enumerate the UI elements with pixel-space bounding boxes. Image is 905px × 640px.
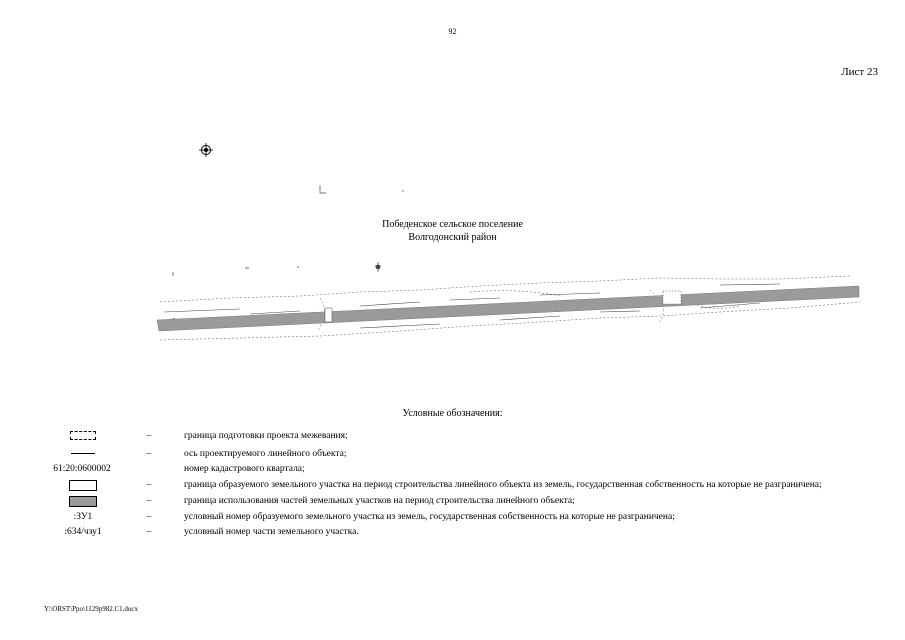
- gray-rectangle-icon: [69, 496, 97, 507]
- compass-icon: [199, 143, 213, 157]
- parcel-code: :ЗУ1: [73, 512, 93, 522]
- legend-row: [52, 430, 864, 442]
- legend-symbol: [52, 495, 114, 507]
- legend-symbol: [42, 463, 122, 475]
- legend-row: [52, 448, 864, 460]
- strip-break-1: [325, 308, 332, 322]
- legend-text: условный номер части земельного участка.: [184, 527, 359, 537]
- district-label: Волгодонский район: [408, 232, 497, 243]
- legend-dash: –: [146, 431, 152, 441]
- cadastral-quarter-code: 61:20:0600002: [53, 464, 111, 474]
- page-number: 92: [448, 27, 457, 36]
- legend-row: [52, 495, 864, 507]
- legend-symbol: [52, 479, 114, 491]
- legend-symbol: [52, 448, 114, 460]
- legend-symbol: [52, 526, 114, 538]
- legend-row: [52, 463, 864, 475]
- legend-dash: –: [146, 527, 152, 537]
- construction-strip: [157, 286, 859, 331]
- legend-dash: –: [146, 480, 152, 490]
- legend-dash: –: [146, 449, 152, 459]
- legend-text: граница образуемого земельного участка на период строительства линейного объекта из земель, государственная собственность на которые не разграничена;: [184, 480, 822, 490]
- empty-rectangle-icon: [69, 480, 97, 491]
- sheet-label: Лист 23: [841, 66, 878, 78]
- legend-title: Условные обозначения:: [402, 408, 503, 419]
- legend-symbol: [52, 430, 114, 442]
- legend-symbol: [52, 511, 114, 523]
- legend-text: граница подготовки проекта межевания;: [184, 431, 348, 441]
- dashed-boundary-icon: [70, 431, 96, 440]
- map-marks: [173, 185, 404, 276]
- legend-text: условный номер образуемого земельного участка из земель, государственная собственность на которые не разграничена;: [184, 512, 675, 522]
- legend-row: [52, 479, 864, 491]
- legend-dash: –: [146, 496, 152, 506]
- axis-line-icon: [71, 453, 95, 454]
- strip-break-2: [663, 291, 681, 304]
- legend-text: номер кадастрового квартала;: [184, 464, 305, 474]
- legend-row: [52, 511, 864, 523]
- parcel-part-code: :634/чзу1: [64, 527, 102, 537]
- legend-dash: –: [146, 512, 152, 522]
- legend: [52, 430, 864, 538]
- legend-row: [52, 526, 864, 538]
- settlement-label: Победенское сельское поселение: [382, 219, 523, 230]
- legend-text: ось проектируемого линейного объекта;: [184, 449, 347, 459]
- file-path: Y:\ORST\Ppo\1129p982.C1.docx: [44, 605, 138, 613]
- legend-text: граница использования частей земельных участков на период строительства линейного объекта;: [184, 496, 575, 506]
